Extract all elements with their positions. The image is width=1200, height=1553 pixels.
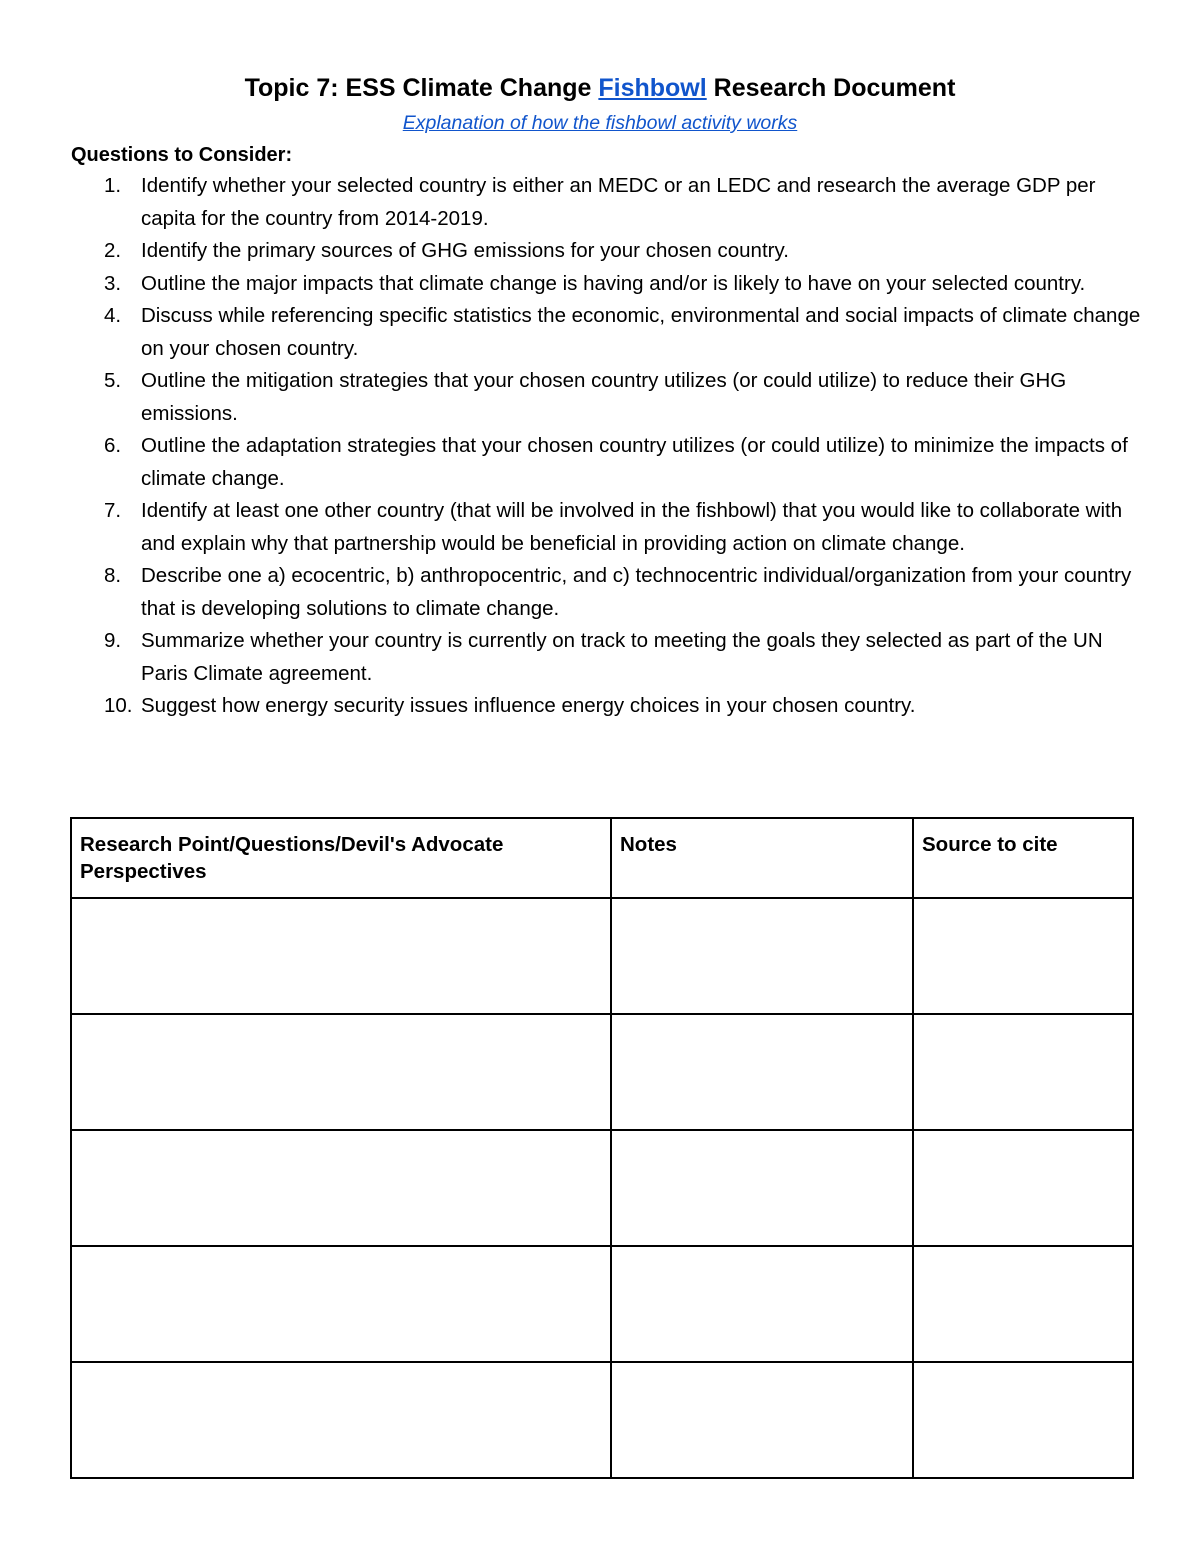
question-item	[71, 300, 1141, 365]
subtitle	[0, 111, 1200, 135]
notes-cell[interactable]	[611, 1014, 913, 1130]
question-text: Suggest how energy security issues influence energy choices in your chosen country.	[141, 694, 916, 717]
question-number: 10.	[104, 694, 133, 717]
question-number: 5.	[104, 369, 122, 392]
question-text: Identify at least one other country (that will be involved in the fishbowl) that you would like to collaborate with and explain why that partnership would be beneficial in providing action on climate change.	[141, 499, 1123, 555]
fishbowl-explanation-link[interactable]: Explanation of how the fishbowl activity works	[402, 112, 798, 134]
notes-cell[interactable]	[611, 1246, 913, 1362]
source-cell[interactable]	[913, 1130, 1133, 1246]
table-header-row	[71, 818, 1133, 898]
header-notes: Notes	[611, 818, 913, 898]
question-item	[71, 430, 1141, 495]
research-point-cell[interactable]	[71, 1362, 611, 1478]
question-item	[71, 560, 1141, 625]
page-title	[0, 70, 1200, 106]
question-number: 6.	[104, 434, 122, 457]
header-source: Source to cite	[913, 818, 1133, 898]
question-item	[71, 625, 1141, 690]
table-row	[71, 1246, 1133, 1362]
research-point-cell[interactable]	[71, 898, 611, 1014]
question-item	[71, 495, 1141, 560]
question-text: Identify the primary sources of GHG emissions for your chosen country.	[141, 239, 789, 262]
question-item	[71, 235, 1141, 268]
question-item	[71, 690, 1141, 723]
fishbowl-link[interactable]: Fishbowl	[598, 74, 707, 102]
question-item	[71, 170, 1141, 235]
source-cell[interactable]	[913, 898, 1133, 1014]
title-prefix: Topic 7: ESS Climate Change	[244, 74, 599, 102]
table-row	[71, 1362, 1133, 1478]
questions-heading: Questions to Consider:	[71, 144, 293, 166]
table-row	[71, 1014, 1133, 1130]
notes-cell[interactable]	[611, 898, 913, 1014]
question-item	[71, 268, 1141, 301]
question-text: Discuss while referencing specific statistics the economic, environmental and social impacts of climate change on your chosen country.	[141, 304, 1141, 360]
question-number: 3.	[104, 271, 122, 295]
research-point-cell[interactable]	[71, 1130, 611, 1246]
header-research-point: Research Point/Questions/Devil's Advocate Perspectives	[71, 818, 611, 898]
research-table	[70, 817, 1134, 1479]
question-number: 7.	[104, 499, 122, 522]
question-text: Outline the mitigation strategies that your chosen country utilizes (or could utilize) to reduce their GHG emissions.	[141, 369, 1067, 425]
title-suffix: Research Document	[706, 74, 956, 102]
notes-cell[interactable]	[611, 1362, 913, 1478]
question-text: Outline the adaptation strategies that your chosen country utilizes (or could utilize) to minimize the impacts of climate change.	[141, 434, 1128, 490]
source-cell[interactable]	[913, 1014, 1133, 1130]
research-point-cell[interactable]	[71, 1014, 611, 1130]
table-row	[71, 898, 1133, 1014]
notes-cell[interactable]	[611, 1130, 913, 1246]
question-item	[71, 365, 1141, 430]
question-text: Summarize whether your country is currently on track to meeting the goals they selected as part of the UN Paris Climate agreement.	[141, 629, 1103, 685]
question-number: 9.	[104, 629, 122, 652]
question-number: 1.	[104, 174, 122, 197]
question-text: Identify whether your selected country is either an MEDC or an LEDC and research the average GDP per capita for the country from 2014-2019.	[141, 174, 1096, 230]
question-number: 2.	[104, 239, 122, 262]
question-number: 4.	[104, 304, 122, 327]
question-list	[71, 170, 1141, 723]
source-cell[interactable]	[913, 1246, 1133, 1362]
question-text: Describe one a) ecocentric, b) anthropocentric, and c) technocentric individual/organization from your country that is developing solutions to climate change.	[141, 564, 1132, 620]
research-point-cell[interactable]	[71, 1246, 611, 1362]
source-cell[interactable]	[913, 1362, 1133, 1478]
question-text: Outline the major impacts that climate change is having and/or is likely to have on your selected country.	[141, 271, 1086, 295]
question-number: 8.	[104, 564, 122, 587]
table-row	[71, 1130, 1133, 1246]
